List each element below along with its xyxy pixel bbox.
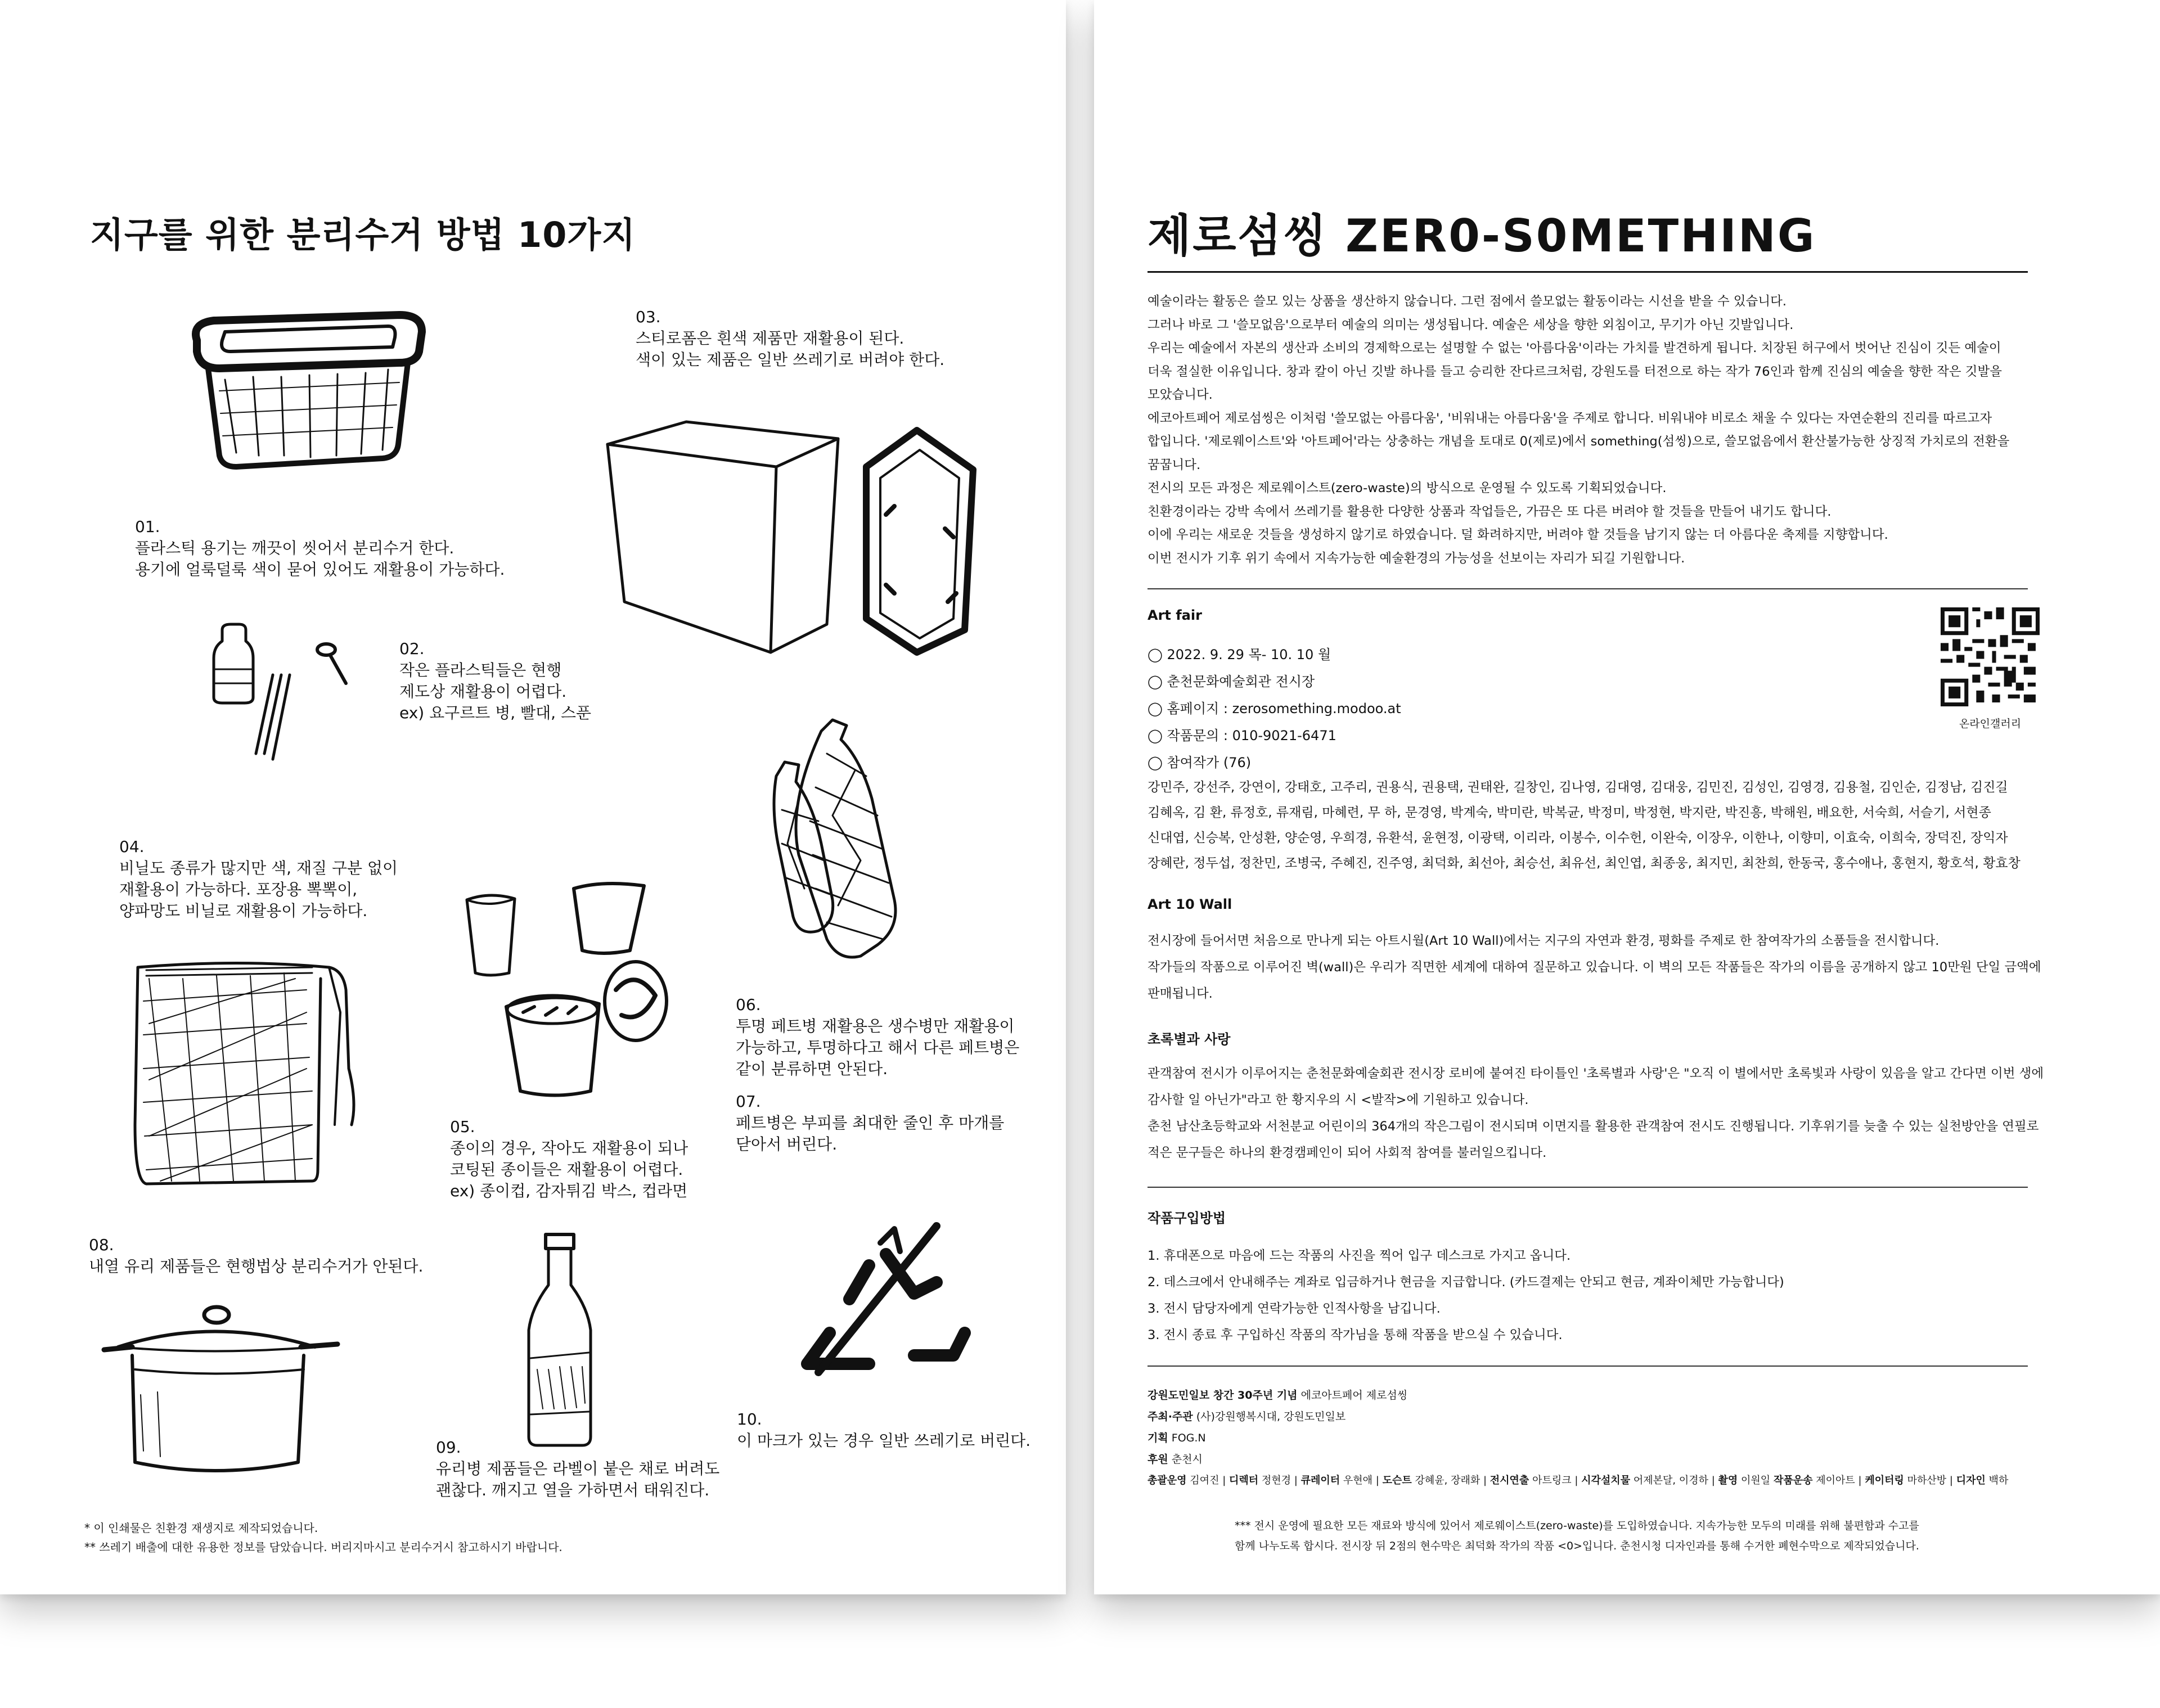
staff-label: 디자인 [1956, 1475, 1986, 1486]
closing-note [1235, 1516, 1919, 1556]
text-line: 작가들의 작품으로 이루어진 벽(wall)은 우리가 직면한 세계에 대하여 질문하고 있습니다. 이 벽의 모든 작품들은 작가의 이름을 공개하지 않고 10만원 단일 금액에 [1148, 960, 2041, 975]
text-line: 전시장에 들어서면 처음으로 만나게 되는 아트시월(Art 10 Wall)에서는 지구의 자연과 환경, 평화를 주제로 한 참여작가의 소품들을 전시합니다. [1148, 934, 1940, 948]
intro-line: 예술이라는 활동은 쓸모 있는 상품을 생산하지 않습니다. 그런 점에서 쓸모없는 활동이라는 시선을 받을 수 있습니다. [1148, 294, 1786, 309]
credit-value: 춘천시 [1171, 1453, 1203, 1466]
artists-line: 장혜란, 정두섭, 정찬민, 조병국, 주혜진, 진주영, 최덕화, 최선아, 최승선, 최유선, 최인엽, 최종웅, 최지민, 최찬희, 한동국, 홍수애나, 홍현지, 황호석, 황효창 [1148, 856, 2020, 871]
artists-list [1148, 775, 2020, 876]
intro-line: 전시의 모든 과정은 제로웨이스트(zero-waste)의 방식으로 운영될 수 있도록 기획되었습니다. [1148, 481, 1667, 495]
heat-resistant-pot-illustration [101, 1294, 343, 1490]
credit-label: 주최·주관 [1148, 1410, 1193, 1423]
green-star-text [1148, 1061, 2044, 1166]
item-text-line: 페트병은 부피를 최대한 줄인 후 마개를 [736, 1114, 1005, 1132]
credit-value: FOG.N [1171, 1432, 1206, 1444]
item-text-line: 같이 분류하면 안된다. [736, 1060, 888, 1078]
small-plastics-illustration [205, 619, 363, 776]
intro-line: 그러나 바로 그 '쓸모없음'으로부터 예술의 의미는 생성됩니다. 예술은 세상을 향한 외침이고, 무기가 아닌 깃발입니다. [1148, 317, 1794, 332]
page-title: 지구를 위한 분리수거 방법 10가지 [90, 214, 636, 255]
staff-value: 백하 [1988, 1475, 2009, 1486]
guide-item-04 [119, 836, 398, 922]
item-text-line: 플라스틱 용기는 깨끗이 씻어서 분리수거 한다. [135, 539, 454, 557]
guide-item-10 [737, 1409, 1030, 1452]
staff-value: 이원일 [1741, 1475, 1771, 1486]
divider [1148, 588, 2028, 589]
item-number: 01. [135, 517, 160, 536]
staff-label: 디렉터 [1228, 1475, 1259, 1486]
staff-value: 강혜윤, 장래화 [1415, 1475, 1480, 1486]
item-number: 07. [736, 1092, 761, 1111]
purchase-step: 2. 데스크에서 안내해주는 계좌로 입금하거나 현금을 지급합니다. (카드결제는 안되고 현금, 계좌이체만 가능합니다) [1148, 1275, 1784, 1290]
mesh-bag-illustration [127, 956, 363, 1192]
info-date: ◯ 2022. 9. 29 목- 10. 10 월 [1148, 647, 1331, 663]
intro-line: 이번 전시가 기후 위기 속에서 지속가능한 예술환경의 가능성을 선보이는 자리가 되길 기원합니다. [1148, 551, 1685, 566]
item-text-line: ex) 요구르트 병, 빨대, 스푼 [399, 704, 592, 722]
item-text-line: 비닐도 종류가 많지만 색, 재질 구분 없이 [119, 859, 398, 877]
item-text-line: 닫아서 버린다. [736, 1135, 838, 1153]
purchase-step: 3. 전시 종료 후 구입하신 작품의 작가님을 통해 작품을 받으실 수 있습니다. [1148, 1328, 1563, 1342]
credit-value: (사)강원행복시대, 강원도민일보 [1196, 1410, 1346, 1423]
purchase-step: 1. 휴대폰으로 마음에 드는 작품의 사진을 찍어 입구 데스크로 가지고 옵니다. [1148, 1249, 1571, 1263]
credit-label: 기획 [1148, 1432, 1168, 1444]
item-text-line: 투명 페트병 재활용은 생수병만 재활용이 [736, 1017, 1015, 1035]
art-10-wall-text [1148, 928, 2041, 1007]
staff-value: 김여진 [1190, 1475, 1220, 1486]
text-line: 적은 문구들은 하나의 환경캠페인이 되어 사회적 참여를 불러일으킵니다. [1148, 1146, 1547, 1160]
item-number: 10. [737, 1410, 762, 1428]
guide-item-05 [450, 1116, 688, 1202]
item-text-line: 코팅된 종이들은 재활용이 어렵다. [450, 1160, 683, 1179]
styrofoam-box-illustration [602, 416, 1018, 697]
left-page-recycling-guide [0, 0, 1066, 1594]
item-text-line: 작은 플라스틱들은 현행 [399, 661, 562, 679]
credit-label: 강원도민일보 창간 30주년 기념 [1148, 1389, 1298, 1401]
footnote: * 이 인쇄물은 친환경 재생지로 제작되었습니다. [84, 1521, 318, 1535]
credits-block [1148, 1385, 2008, 1491]
staff-label: 케이터링 [1865, 1475, 1904, 1486]
item-text-line: 유리병 제품들은 라벨이 붙은 채로 버려도 [436, 1459, 720, 1478]
item-number: 06. [736, 995, 761, 1014]
item-text-line: 가능하고, 투명하다고 해서 다른 페트병은 [736, 1038, 1020, 1057]
footnote: ** 쓰레기 배출에 대한 유용한 정보를 담았습니다. 버리지마시고 분리수거시 참고하시기 바랍니다. [84, 1540, 562, 1554]
divider [1148, 1366, 2028, 1367]
divider [1148, 1187, 2028, 1188]
intro-line: 에코아트페어 제로섬씽은 이처럼 '쓸모없는 아름다움', '비워내는 아름다움'을 주제로 합니다. 비워내야 비로소 채울 수 있다는 자연순환의 진리를 따르고자 [1148, 411, 1992, 426]
note-line: *** 전시 운영에 필요한 모든 재료와 방식에 있어서 제로웨이스트(zero-waste)를 도입하였습니다. 지속가능한 모두의 미래를 위해 불편함과 수고를 [1235, 1520, 1919, 1532]
staff-label: 총괄운영 [1148, 1475, 1187, 1486]
crossed-recycle-mark-icon [796, 1220, 976, 1378]
guide-item-07 [736, 1091, 1004, 1155]
guide-item-01 [135, 516, 505, 580]
item-text-line: 이 마크가 있는 경우 일반 쓰레기로 버린다. [737, 1431, 1031, 1450]
credit-line [1148, 1385, 2008, 1406]
guide-item-08 [89, 1234, 423, 1277]
intro-line: 모았습니다. [1148, 387, 1213, 402]
info-artists-count: ◯ 참여작가 (76) [1148, 755, 1252, 770]
guide-item-03 [636, 307, 944, 371]
staff-label: 작품운송 [1773, 1475, 1813, 1486]
artists-line: 신대엽, 신승복, 안성환, 양순영, 우희경, 유환석, 윤현정, 이광택, 이리라, 이봉수, 이수헌, 이완숙, 이장우, 이한나, 이향미, 이효숙, 이희숙, 장덕진, 장익자 [1148, 831, 2008, 845]
intro-line: 꿈꿉니다. [1148, 457, 1201, 472]
artists-line: 김혜옥, 김 환, 류정호, 류재림, 마혜련, 무 하, 문경영, 박계숙, 박미란, 박복균, 박정미, 박정현, 박지란, 박진흥, 박해원, 배요한, 서숙희, 서슬기, 서현종 [1148, 805, 1991, 820]
section-heading-art-fair: Art fair [1148, 607, 1202, 623]
purchase-step: 3. 전시 담당자에게 연락가능한 인적사항을 남깁니다. [1148, 1301, 1441, 1316]
item-text-line: 종이의 경우, 작아도 재활용이 되나 [450, 1139, 688, 1157]
guide-item-02 [399, 638, 591, 724]
section-heading-purchase: 작품구입방법 [1148, 1210, 1226, 1226]
artists-line: 강민주, 강선주, 강연이, 강태호, 고주리, 권용식, 권용택, 권태완, 길창인, 김나영, 김대영, 김대웅, 김민진, 김성인, 김영경, 김용철, 김인순, 김정남, 김진길 [1148, 780, 2008, 795]
staff-line: 총괄운영 김여진 | 디렉터 정현경 | 큐레이터 우현애 | 도슨트 강혜윤, 장래화 | 전시연출 아트링크 | 시각설치물 어제본달, 이경하 | 촬영 이원일 작품운송 제이아트 | 케이터링 마하산방 | 디자인 백하 [1148, 1475, 2009, 1486]
staff-label: 전시연출 [1490, 1475, 1529, 1486]
paper-cups-illustration [461, 877, 686, 1102]
credit-label: 후원 [1148, 1453, 1168, 1466]
item-number: 05. [450, 1117, 475, 1136]
item-number: 09. [436, 1438, 461, 1457]
info-contact: ◯ 작품문의 : 010-9021-6471 [1148, 728, 1336, 743]
item-text-line: 괜찮다. 깨지고 열을 가하면서 태워진다. [436, 1481, 710, 1499]
staff-value: 정현경 [1261, 1475, 1292, 1486]
credit-line [1148, 1449, 2008, 1470]
right-page-exhibition-info [1094, 0, 2160, 1594]
item-number: 03. [636, 308, 661, 326]
item-text-line: 제도상 재활용이 어렵다. [399, 682, 567, 701]
credit-value: 에코아트페어 제로섬씽 [1300, 1389, 1408, 1401]
qr-caption: 온라인갤러리 [1959, 718, 2022, 730]
plastic-container-illustration [186, 307, 433, 475]
intro-line: 친환경이라는 강박 속에서 쓰레기를 활용한 다양한 상품과 작업들은, 가끔은 또 다른 버려야 할 것들을 만들어 내기도 합니다. [1148, 504, 1832, 519]
credit-line [1148, 1427, 2008, 1449]
item-text-line: 내열 유리 제품들은 현행법상 분리수거가 안된다. [89, 1257, 424, 1276]
staff-value: 어제본달, 이경하 [1633, 1475, 1708, 1486]
staff-label: 큐레이터 [1300, 1475, 1340, 1486]
text-line: 춘천 남산초등학교와 서천분교 어린이의 364개의 작은그림이 전시되며 이면지를 활용한 관객참여 전시도 진행됩니다. 기후위기를 늦출 수 있는 실천방안을 연필로 [1148, 1119, 2039, 1134]
crushed-pet-bottles-illustration [765, 714, 945, 967]
item-text-line: 색이 있는 제품은 일반 쓰레기로 버려야 한다. [636, 350, 945, 369]
staff-label: 시각설치물 [1581, 1475, 1631, 1486]
art-fair-info [1148, 641, 1401, 776]
glass-bottle-illustration [503, 1229, 616, 1448]
section-heading-green-star: 초록별과 사랑 [1148, 1031, 1231, 1047]
online-gallery-qr-code[interactable] [1941, 607, 2040, 706]
text-line: 판매됩니다. [1148, 986, 1213, 1001]
item-number: 02. [399, 639, 425, 658]
staff-label: 도슨트 [1382, 1475, 1412, 1486]
staff-value: 제이아트 [1816, 1475, 1855, 1486]
guide-item-06 [736, 994, 1019, 1080]
staff-label: 촬영 [1718, 1475, 1738, 1486]
intro-line: 합입니다. '제로웨이스트'와 '아트페어'라는 상충하는 개념을 토대로 0(제로)에서 something(섬씽)으로, 쓸모없음에서 환산불가능한 상징적 가치로의 전환을 [1148, 434, 2010, 449]
item-text-line: ex) 종이컵, 감자튀김 박스, 컵라면 [450, 1182, 688, 1200]
note-line: 함께 나누도록 합시다. 전시장 뒤 2점의 현수막은 최덕화 작가의 작품 <0>입니다. 춘천시청 디자인과를 통해 수거한 폐현수막으로 제작되었습니다. [1235, 1540, 1919, 1552]
item-text-line: 재활용이 가능하다. 포장용 뽁뽁이, [119, 880, 358, 899]
intro-line: 더욱 절실한 이유입니다. 창과 칼이 아닌 깃발 하나를 들고 승리한 잔다르크처럼, 강원도를 터전으로 하는 작가 76인과 함께 진심의 예술을 향한 작은 깃발을 [1148, 364, 2002, 379]
staff-value: 아트링크 [1532, 1475, 1572, 1486]
item-text-line: 스티로폼은 흰색 제품만 재활용이 된다. [636, 329, 904, 348]
intro-line: 우리는 예술에서 자본의 생산과 소비의 경제학으로는 설명할 수 없는 '아름다움'이라는 가치를 발견하게 됩니다. 치장된 허구에서 벗어난 진심이 깃든 예술이 [1148, 341, 2001, 355]
info-homepage-link[interactable]: ◯ 홈페이지 : zerosomething.modoo.at [1148, 701, 1401, 716]
text-line: 감사할 일 아닌가"라고 한 황지우의 시 <발작>에 기원하고 있습니다. [1148, 1093, 1529, 1107]
text-line: 관객참여 전시가 이루어지는 춘천문화예술회관 전시장 로비에 붙여진 타이틀인 '초록별과 사랑'은 "오직 이 별에서만 초록빛과 사랑이 있음을 알고 간다면 이번 생에 [1148, 1066, 2044, 1081]
footnotes [84, 1518, 562, 1557]
info-venue: ◯ 춘천문화예술회관 전시장 [1148, 674, 1315, 689]
staff-value: 마하산방 [1907, 1475, 1947, 1486]
item-number: 08. [89, 1236, 114, 1254]
item-number: 04. [119, 837, 145, 856]
staff-value: 우현애 [1343, 1475, 1373, 1486]
exhibition-title: 제로섬씽 ZER0-S0METHING [1148, 210, 1816, 262]
section-heading-art-10-wall: Art 10 Wall [1148, 896, 1232, 912]
item-text-line: 용기에 얼룩덜룩 색이 묻어 있어도 재활용이 가능하다. [135, 560, 505, 579]
divider [1148, 271, 2028, 273]
item-text-line: 양파망도 비닐로 재활용이 가능하다. [119, 902, 368, 920]
credit-line [1148, 1406, 2008, 1427]
intro-paragraph [1148, 290, 2009, 570]
intro-line: 이에 우리는 새로운 것들을 생성하지 않기로 하였습니다. 덜 화려하지만, 버려야 할 것들을 남기지 않는 더 아름다운 축제를 지향합니다. [1148, 528, 1888, 542]
purchase-steps [1148, 1243, 1784, 1349]
